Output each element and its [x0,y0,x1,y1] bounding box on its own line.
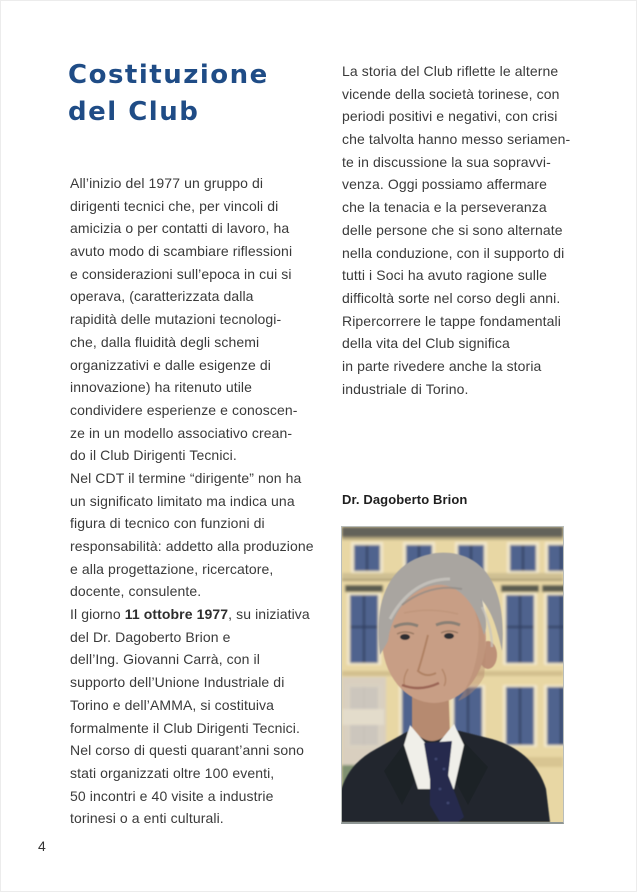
text-line: che talvolta hanno messo seriamen- [342,131,571,148]
page-title-line1: Costituzione [68,60,269,90]
text-line: La storia del Club riflette le alterne [342,63,559,79]
text-line: difficoltà sorte nel corso degli anni. [342,289,561,306]
text-line: amicizia o per contatti di lavoro, ha [70,220,290,237]
text-line: rapidità delle mutazioni tecnologi- [70,311,282,328]
text-line: delle persone che si sono alternate [342,221,563,238]
text-line: venza. Oggi possiamo affermare [342,176,548,193]
text-line: e considerazioni sull’epoca in cui si [70,265,292,282]
text-line: condividere esperienze e conoscen- [70,401,298,418]
text-line: Nel CDT il termine “dirigente” non ha [70,469,302,486]
text-line: dirigenti tecnici che, per vincoli di [70,197,279,214]
text-line: Il giorno 11 ottobre 1977, su iniziativa [70,606,310,623]
text-line: un significato limitato ma indica una [70,492,295,509]
text-line: Torino e dell’AMMA, si costituiva [70,696,275,713]
text-line: e alla progettazione, ricercatore, [70,560,274,577]
text-line: tutti i Soci ha avuto ragione sulle [342,267,548,284]
text-line: industriale di Torino. [342,380,469,397]
text-line: docente, consulente. [70,583,202,600]
text-line: avuto modo di scambiare riflessioni [70,243,293,260]
text-line: vicende della società torinese, con [342,85,560,102]
photo-caption: Dr. Dagoberto Brion [342,492,468,507]
text-line: figura di tecnico con funzioni di [70,515,265,532]
text-line: 50 incontri e 40 visite a industrie [70,787,274,804]
text-line: che la tenacia e la perseveranza [342,199,547,216]
page-title [68,57,269,131]
portrait-photo-drawing [342,527,563,822]
page-number: 4 [38,838,46,854]
text-line: che, dalla fluidità degli schemi [70,333,260,350]
text-line: organizzativi e dalle esigenze di [70,356,271,373]
text-line: della vita del Club significa [342,335,510,352]
text-line: innovazione) ha ritenuto utile [70,379,253,396]
text-line: torinesi o a enti culturali. [70,810,224,827]
text-line: operava, (caratterizzata dalla [70,288,254,305]
text-line: del Dr. Dagoberto Brion e [70,628,231,645]
left-column-text [70,172,335,830]
text-line: Ripercorrere le tappe fondamentali [342,312,561,329]
portrait-photo [341,526,564,824]
text-line: supporto dell’Unione Industriale di [70,674,285,691]
text-line: do il Club Dirigenti Tecnici. [70,447,237,464]
right-column-text [342,60,582,400]
text-line: formalmente il Club Dirigenti Tecnici. [70,719,300,736]
page-title-line2: del Club [68,97,200,127]
text-line: in parte rivedere anche la storia [342,357,542,374]
text-line: stati organizzati oltre 100 eventi, [70,764,275,781]
text-line: responsabilità: addetto alla produzione [70,538,314,554]
text-line: periodi positivi e negativi, con crisi [342,108,558,125]
text-line: Nel corso di questi quarant’anni sono [70,742,305,759]
text-line: ze in un modello associativo crean- [70,424,293,441]
text-line: dell’Ing. Giovanni Carrà, con il [70,651,260,668]
text-line: All’inizio del 1977 un gruppo di [70,175,264,191]
text-line: te in discussione la sua sopravvi- [342,153,551,170]
text-line: nella conduzione, con il supporto di [342,244,565,261]
